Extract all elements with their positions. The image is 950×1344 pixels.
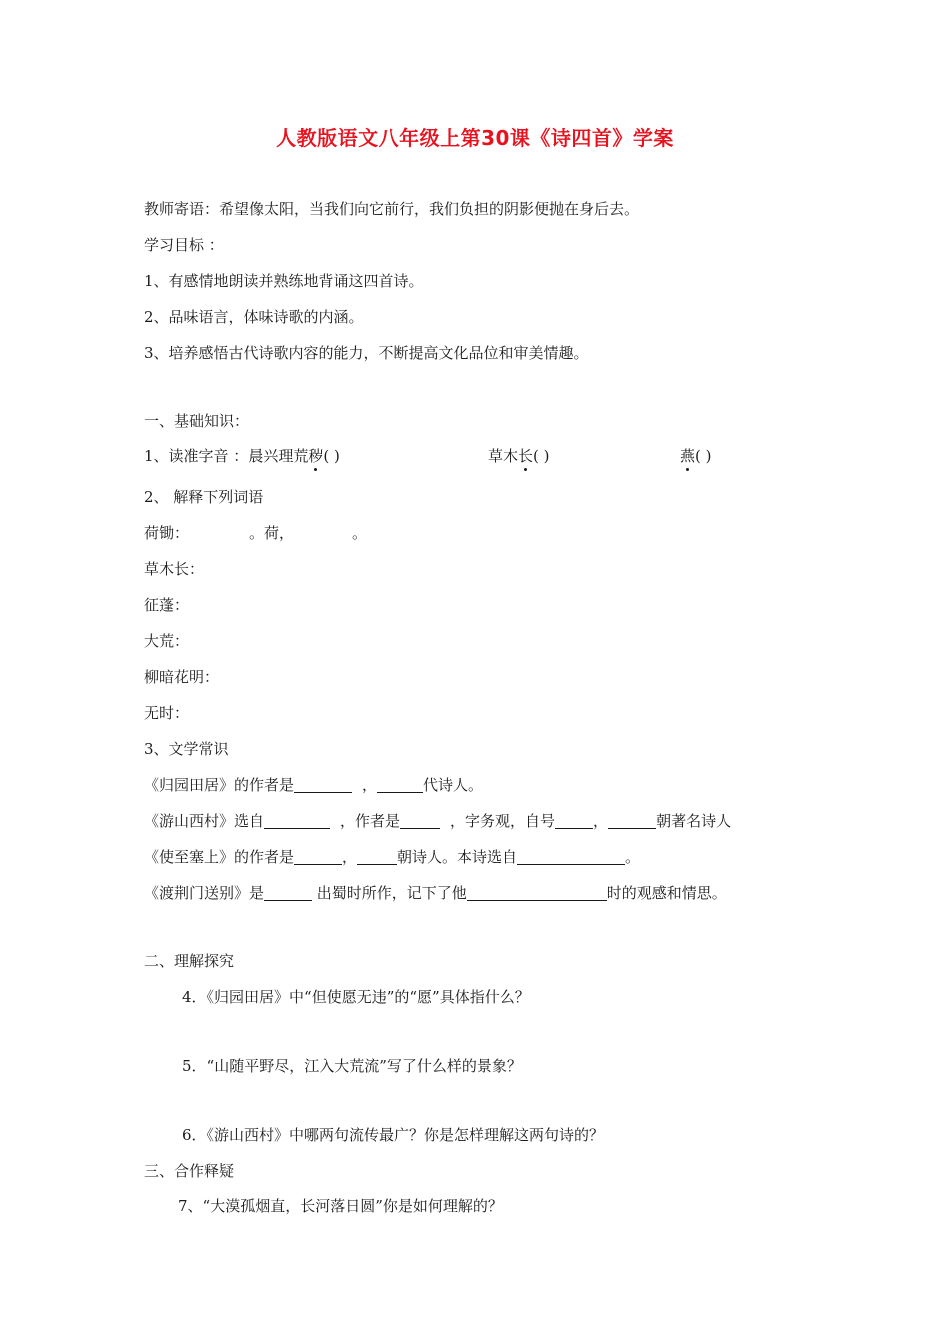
goals-heading: 学习目标 ： bbox=[144, 236, 224, 254]
literature-line bbox=[144, 776, 483, 794]
pinyin-blank[interactable]: ( ) bbox=[323, 447, 340, 465]
fill-blank[interactable] bbox=[400, 814, 440, 829]
goal-item: 2、品味语言，体味诗歌的内涵。 bbox=[144, 308, 364, 326]
question-item: 5．“山随平野尽，江入大荒流”写了什么样的景象？ bbox=[182, 1057, 522, 1075]
goal-item: 1、有感情地朗读并熟练地背诵这四首诗。 bbox=[144, 272, 424, 290]
prompt-text: 《使至塞上》的作者是 bbox=[144, 848, 295, 866]
pinyin-blank[interactable]: ( ) bbox=[695, 447, 712, 465]
literature-heading: 3、文学常识 bbox=[144, 740, 229, 758]
prompt-text: ，作者是 bbox=[340, 812, 401, 830]
document-title: 人教版语文八年级上第30课《诗四首》学案 bbox=[276, 126, 674, 150]
prompt-text: ，字务观，自号 bbox=[450, 812, 556, 830]
question-item: 4．《归园田居》中“但使愿无违”的“愿”具体指什么？ bbox=[182, 988, 530, 1006]
prompt-text: 。 bbox=[625, 848, 641, 866]
pronunciation-item bbox=[488, 447, 550, 465]
term-end: 。 bbox=[352, 524, 368, 542]
fill-blank[interactable] bbox=[467, 886, 607, 901]
explain-item: 大荒： bbox=[144, 632, 190, 650]
goal-item: 3、培养感悟古代诗歌内容的能力，不断提高文化品位和审美情趣。 bbox=[144, 344, 589, 362]
term-label: 。荷， bbox=[249, 524, 295, 542]
explain-item: 柳暗花明： bbox=[144, 668, 220, 686]
prompt-text: 《渡荆门送别》是 bbox=[144, 884, 265, 902]
literature-line bbox=[144, 848, 640, 866]
prompt-text: 时的观感和情思。 bbox=[606, 884, 727, 902]
fill-blank[interactable] bbox=[517, 850, 625, 865]
explain-item: 征蓬： bbox=[144, 596, 190, 614]
dotted-char: 秽 bbox=[308, 447, 324, 465]
prompt-text: ， bbox=[362, 776, 378, 794]
pronunciation-item bbox=[680, 447, 712, 465]
pronunciation-line bbox=[144, 447, 340, 465]
prompt-text: 《游山西村》选自 bbox=[144, 812, 265, 830]
section-heading-cooperation: 三、合作释疑 bbox=[144, 1162, 235, 1180]
prompt-text: ， bbox=[593, 812, 609, 830]
question-item: 6．《游山西村》中哪两句流传最广？你是怎样理解这两句诗的？ bbox=[182, 1126, 605, 1144]
explain-heading: 2、 解释下列词语 bbox=[144, 488, 264, 506]
pronunciation-label: 1、读准字音 ： bbox=[144, 447, 249, 465]
pinyin-blank[interactable]: ( ) bbox=[533, 447, 550, 465]
explain-item bbox=[144, 524, 367, 542]
fill-blank[interactable] bbox=[608, 814, 656, 829]
fill-blank[interactable] bbox=[555, 814, 593, 829]
explain-item: 草木长： bbox=[144, 560, 205, 578]
dotted-char: 长 bbox=[518, 447, 534, 465]
question-item: 7、“大漠孤烟直，长河落日圆”你是如何理解的？ bbox=[178, 1197, 503, 1215]
literature-line bbox=[144, 812, 731, 830]
literature-line bbox=[144, 884, 727, 902]
section-heading-basics: 一、基础知识： bbox=[144, 412, 250, 430]
prompt-text: ， bbox=[342, 848, 358, 866]
prompt-text: 出蜀时所作，记下了他 bbox=[312, 884, 467, 902]
word-text: 晨兴理荒 bbox=[248, 447, 309, 465]
section-heading-understanding: 二、理解探究 bbox=[144, 952, 235, 970]
term-label: 荷锄： bbox=[144, 524, 190, 542]
prompt-text: 朝著名诗人 bbox=[656, 812, 732, 830]
prompt-text: 《归园田居》的作者是 bbox=[144, 776, 295, 794]
prompt-text: 朝诗人。本诗选自 bbox=[397, 848, 518, 866]
teacher-message: 教师寄语：希望像太阳，当我们向它前行，我们负担的阴影便抛在身后去。 bbox=[144, 200, 640, 218]
fill-blank[interactable] bbox=[264, 814, 330, 829]
dotted-char: 燕 bbox=[680, 447, 696, 465]
prompt-text: 代诗人。 bbox=[423, 776, 484, 794]
fill-blank[interactable] bbox=[377, 778, 423, 793]
fill-blank[interactable] bbox=[357, 850, 397, 865]
fill-blank[interactable] bbox=[264, 886, 312, 901]
word-text: 草木 bbox=[488, 447, 519, 465]
fill-blank[interactable] bbox=[294, 850, 342, 865]
fill-blank[interactable] bbox=[294, 778, 352, 793]
explain-item: 无时： bbox=[144, 704, 190, 722]
